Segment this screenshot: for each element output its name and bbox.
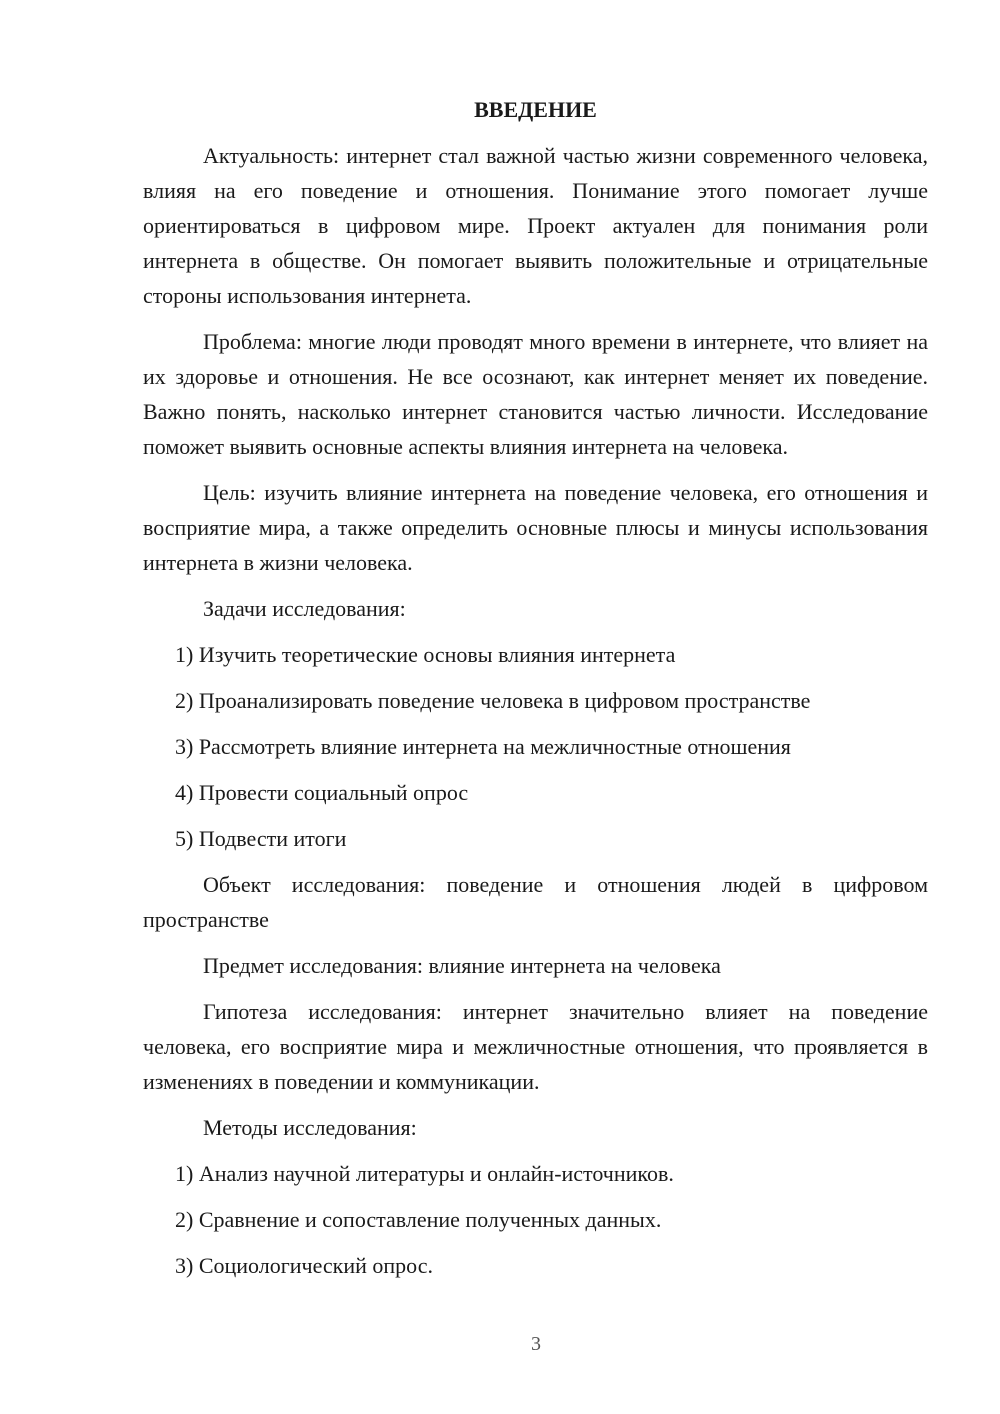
task-item: 3) Рассмотреть влияние интернета на межличностные отношения: [175, 734, 791, 759]
subject-paragraph: Предмет исследования: влияние интернета на человека: [203, 953, 721, 978]
task-item: 4) Провести социальный опрос: [175, 780, 469, 805]
tasks-label: Задачи исследования:: [203, 596, 406, 621]
methods-label: Методы исследования:: [203, 1115, 417, 1140]
task-item: 1) Изучить теоретические основы влияния интернета: [175, 642, 676, 667]
methods-list: [143, 1156, 928, 1283]
relevance-paragraph: Актуальность: интернет стал важной частью жизни современного человека, влияя на его поведение и отношения. Понимание этого помогает лучше ориентироваться в цифровом мире. Проект актуален для понимания роли интернета в обществе. Он помогает выявить положительные и отрицательные стороны использования интернета.: [143, 143, 928, 308]
method-item: 3) Социологический опрос.: [175, 1253, 433, 1278]
section-heading: ВВЕДЕНИЕ: [474, 97, 597, 122]
goal-paragraph: Цель: изучить влияние интернета на поведение человека, его отношения и восприятие мира, а также определить основные плюсы и минусы использования интернета в жизни человека.: [143, 480, 928, 575]
hypothesis-paragraph: Гипотеза исследования: интернет значительно влияет на поведение человека, его восприятие мира и межличностные отношения, что проявляется в изменениях в поведении и коммуникации.: [143, 999, 928, 1094]
page-number: 3: [531, 1333, 541, 1355]
task-item: 5) Подвести итоги: [175, 826, 347, 851]
task-item: 2) Проанализировать поведение человека в цифровом пространстве: [175, 688, 811, 713]
method-item: 2) Сравнение и сопоставление полученных данных.: [175, 1207, 662, 1232]
object-paragraph: Объект исследования: поведение и отношения людей в цифровом пространстве: [143, 872, 928, 932]
tasks-list: [143, 637, 928, 856]
method-item: 1) Анализ научной литературы и онлайн-источников.: [175, 1161, 674, 1186]
problem-paragraph: Проблема: многие люди проводят много времени в интернете, что влияет на их здоровье и отношения. Не все осознают, как интернет меняет их поведение. Важно понять, насколько интернет становится частью личности. Исследование поможет выявить основные аспекты влияния интернета на человека.: [143, 329, 928, 459]
page-content: [143, 92, 928, 1294]
